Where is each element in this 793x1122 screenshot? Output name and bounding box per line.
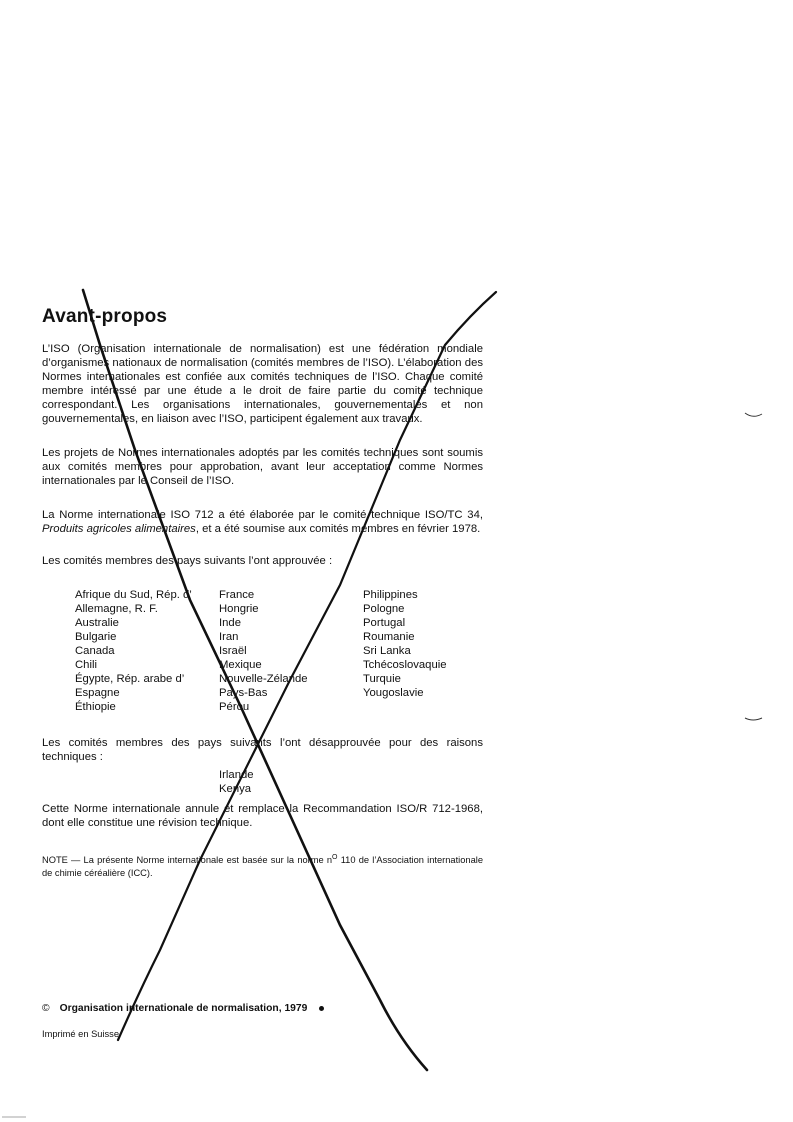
country-item: Bulgarie	[75, 631, 117, 643]
country-item: Nouvelle-Zélande	[219, 673, 308, 685]
country-item: Pays-Bas	[219, 687, 268, 699]
country-item: Roumanie	[363, 631, 415, 643]
country-item: Mexique	[219, 659, 262, 671]
iso-712-text-2: , et a été soumise aux comités membres en février 1978.	[195, 523, 481, 535]
country-item: France	[219, 589, 255, 601]
cross-stroke-1-icon	[83, 290, 427, 1070]
country-item: Chili	[75, 659, 97, 671]
approved-intro: Les comités membres des pays suivants l’ont approuvée :	[42, 555, 333, 567]
printed-in: Imprimé en Suisse	[42, 1029, 119, 1039]
copyright-text: Organisation internationale de normalisation, 1979	[59, 1003, 308, 1014]
country-item: Yougoslavie	[363, 687, 424, 699]
country-item: Allemagne, R. F.	[75, 603, 158, 615]
margin-mark-1-icon	[745, 413, 762, 416]
country-item: Israël	[219, 645, 247, 657]
note-text-1: NOTE — La présente Norme internationale est basée sur la norme n	[42, 855, 333, 866]
country-item: Hongrie	[219, 603, 259, 615]
page-title: Avant-propos	[42, 306, 168, 327]
country-item: Pologne	[363, 603, 405, 615]
country-item: Égypte, Rép. arabe d’	[75, 673, 185, 685]
paragraph-approval-process: Les projets de Normes internationales adoptés par les comités techniques sont soumis aux comités membres pour approbation, avant leur acceptation comme Normes internationales par le Conseil de l’ISO.	[42, 447, 483, 487]
country-item: Turquie	[363, 673, 401, 685]
country-item: Tchécoslovaquie	[363, 659, 447, 671]
country-item: Irlande	[219, 769, 254, 781]
country-item: Iran	[219, 631, 239, 643]
country-item: Australie	[75, 617, 119, 629]
note-superscript: O	[332, 854, 338, 861]
country-item: Canada	[75, 645, 115, 657]
country-item: Éthiopie	[75, 701, 116, 713]
country-item: Portugal	[363, 617, 406, 629]
country-item: Inde	[219, 617, 241, 629]
paragraph-iso-intro: L’ISO (Organisation internationale de normalisation) est une fédération mondiale d’organismes nationaux de normalisation (comités membres de l’ISO). L’élaboration des Normes internationales est confiée aux comités techniques de l’ISO. Chaque comité membre intéressé par une étude a le droit de faire partie du comité technique correspondant. Les organisations internationales, gouvernementales et non gouvernementales, en liaison avec l’ISO, participent également aux travaux.	[42, 343, 483, 425]
country-item: Afrique du Sud, Rép. d’	[75, 589, 192, 601]
country-item: Kenya	[219, 783, 252, 795]
country-item: Sri Lanka	[363, 645, 411, 657]
iso-712-text-1: La Norme internationale ISO 712 a été élaborée par le comité technique ISO/TC 34,	[42, 509, 483, 521]
copyright-icon: ©	[42, 1003, 50, 1014]
country-item: Philippines	[363, 589, 418, 601]
disapproved-intro: Les comités membres des pays suivants l’ont désapprouvée pour des raisons techniques :	[42, 737, 483, 763]
country-item: Espagne	[75, 687, 120, 699]
country-item: Pérou	[219, 701, 250, 713]
margin-mark-2-icon	[745, 718, 762, 720]
cross-stroke-2-icon	[118, 292, 496, 1040]
committee-name: Produits agricoles alimentaires	[42, 523, 196, 535]
paragraph-revision: Cette Norme internationale annule et remplace la Recommandation ISO/R 712-1968, dont elle constitue une révision technique.	[42, 803, 483, 829]
note-text-2: 110 de l’Association internationale de chimie céréalière (ICC).	[42, 855, 483, 879]
